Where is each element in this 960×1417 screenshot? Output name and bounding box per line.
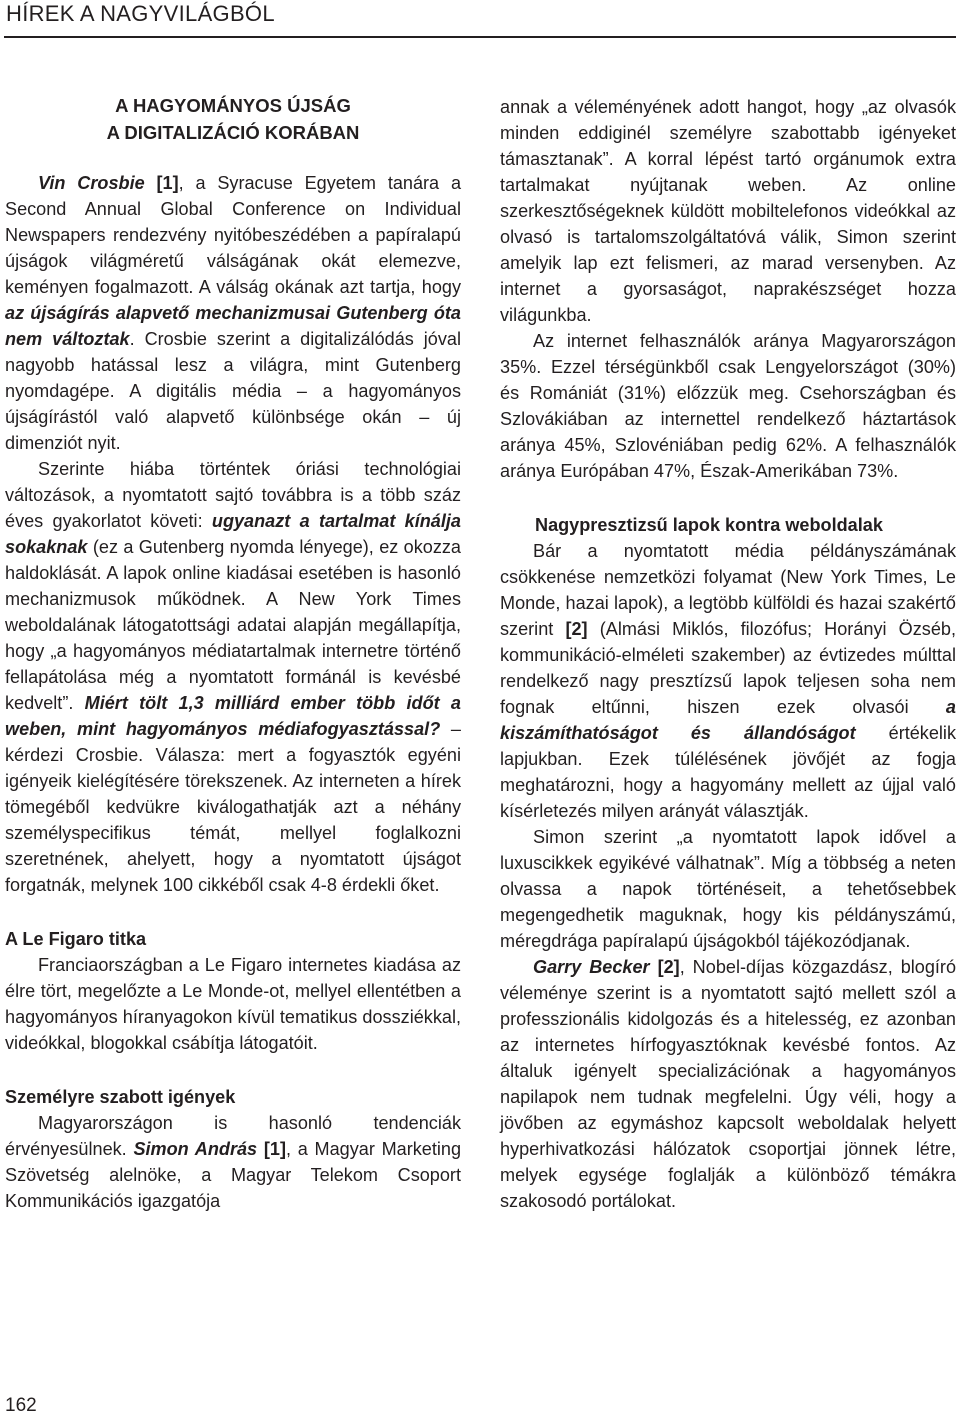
paragraph-text: (ez a Gutenberg nyomda lényege), ez okozza haldoklását. A lapok online kiadásai esetében is hasonló mechanizmusok működnek. A New York Times weboldalának látogatottsági adatai alapján megállapítja, hogy „a hagyományos médiatartalmak internetre történő fellapátolása még a nyomtatott formánál is kevésbé kedvelt”. (5, 537, 461, 713)
paragraph-text: Magyarországon is hasonló tendenciák érvényesülnek. (5, 1113, 461, 1159)
section-heading-prestige: Nagypresztizsű lapok kontra weboldalak (535, 515, 883, 535)
header-divider (4, 36, 956, 38)
article-title-line1: A HAGYOMÁNYOS ÚJSÁG (115, 95, 351, 116)
paragraph-text: (Almási Miklós, filozófus; Horányi Özséb, kommunikáció-elméleti szakember) az évtizedes múlttal rendelkező nagy presztízsű lapok teljesen soha nem fognak eltűnni, hiszen ezek olvasói (500, 619, 956, 717)
question-text: Miért tölt 1,3 milliárd ember több időt a weben, mint hagyományos médiafogyasztással? (5, 693, 461, 739)
becker-paragraph (500, 954, 956, 1214)
paragraph-text-continued: , a Magyar Marketing Szövetség alelnöke, a Magyar Telekom Csoport Kommunikációs igazgatója (5, 1139, 462, 1211)
luxury-paragraph: Simon szerint „a nyomtatott lapok idővel a luxuscikkek egyikévé válhatnak”. Míg a többség a neten olvassa a napok történéseit, a tehetősebbek megengedhetik maguknak, hogy kis példányszámú, méregdrága papíralapú újságokból tájékozódjanak. (500, 827, 956, 951)
person-name: Simon András (133, 1139, 258, 1159)
paragraph-text: , Nobel-díjas közgazdász, blogíró véleménye szerint is a nyomtatott sajtó mellett szól a professzionális kidolgozás és a hitelesség, ez azonban az internetes hírfogyasztóknak kevésbé fontos. Az általuk igényelt specializációnak a hagyományos napilapok nem tudnak megfelelni. Úgy véli, hogy a jövőben az egymáshoz kapcsolt weboldalak helyett hyperhivatkozási hálózatok csoportjai jönnek létre, melyek egysége foglalják a különböző témákra szakosodó portálokat. (500, 957, 957, 1211)
section-heading-le-figaro: A Le Figaro titka (5, 929, 147, 949)
paragraph-text: , a Syracuse Egyetem tanára a Second Annual Global Conference on Individual Newspapers rendezvény nyitóbeszédében a papíralapú újságok világméretű válságának okát elemezve, keményen fogalmazott. A válság okának azt tartja, hogy (5, 173, 462, 297)
reference-mark: [2] (565, 619, 588, 639)
stats-paragraph: Az internet felhasználók aránya Magyarországon 35%. Ezzel térségünkből csak Lengyelországot (30%) és Romániát (31%) előzzük meg. Csehországban és Szlovákiában az internettel rendelkező háztartások aránya 45%, Szlovéniában pedig 62%. A felhasználók aránya Európában 47%, Észak-Amerikában 73%. (500, 331, 956, 481)
reference-mark: [1] (263, 1139, 286, 1159)
body-paragraph (5, 456, 461, 898)
right-column (500, 94, 956, 1214)
article-title (5, 92, 461, 146)
paragraph-text: . Crosbie szerint a digitalizálódás jóval nagyobb hatással lesz a világra, mint Gutenberg nyomdagépe. A digitális média – a hagyományos újságírástól való alapvető különbsége okán – új dimenziót nyit. (5, 329, 461, 453)
personalized-paragraph-end: annak a véleményének adott hangot, hogy „az olvasók minden eddiginél személyre szabottabb igényeket támasztanak”. A korral lépést tartó orgánumok extra tartalmakat nyújtanak weben. Az online szerkesztőségeknek küldött mobiltelefonos videókkal az olvasó is tartalomszolgáltatóvá válik, Simon szerint amelyik lap ezt felismeri, az marad versenyben. Az internet a gyorsaságot, naprakészséget hozza világunkba. (500, 97, 956, 325)
paragraph-text: – kérdezi Crosbie. Válasza: mert a fogyasztók egyéni igényeik kielégítésére törekszenek. Az interneten a hírek tömegéből kedvükre kiválogathatják azt a néhány személyspecifikus témát, mellyel foglalkozni szeretnének, ahelyett, hogy a nyomtatott újságot forgatnák, melynek 100 cikkéből csak 4-8 érdekli őket. (5, 719, 461, 895)
paragraph-text: Szerinte hiába történtek óriási technológiai változások, a nyomtatott sajtó továbbra is a több száz éves gyakorlatot követi: (5, 459, 461, 531)
reference-mark: [2] (657, 957, 680, 977)
section-title: HÍREK A NAGYVILÁGBÓL (6, 1, 275, 26)
emphasis-text: ugyanazt a tartalmat kínálja sokaknak (5, 511, 461, 557)
person-name: Vin Crosbie (38, 173, 145, 193)
article-title-line2: A DIGITALIZÁCIÓ KORÁBAN (106, 122, 360, 143)
left-column (5, 92, 461, 1214)
person-name: Garry Becker (533, 957, 650, 977)
section-header (6, 0, 275, 28)
personalized-paragraph-start (5, 1110, 461, 1214)
emphasis-text: az újságírás alapvető mechanizmusai Gutenberg óta nem változtak (5, 303, 461, 349)
intro-paragraph (5, 170, 461, 456)
reference-mark: [1] (156, 173, 179, 193)
page-number: 162 (5, 1395, 37, 1416)
section-heading-personalized: Személyre szabott igények (5, 1087, 236, 1107)
emphasis-text: a kiszámíthatóságot és állandóságot (500, 697, 956, 743)
paragraph-text: Bár a nyomtatott média példányszámának csökkenése nemzetközi folyamat (New York Times, Le Monde, hazai lapok), a legtöbb külföldi és hazai szakértő szerint (500, 541, 956, 639)
le-figaro-paragraph: Franciaországban a Le Figaro internetes kiadása az élre tört, megelőzte a Le Monde-ot, mellyel ellentétben a hagyományos híranyagokon kívül tematikus dossziékkal, videókkal, blogokkal csábítja látogatóit. (5, 955, 461, 1053)
paragraph-text: értékelik lapjukban. Ezek túlélésének jövőjét az fogja meghatározni, hogy a hagyomány mellett az újjal való kísérletezés milyen arányát választják. (500, 723, 957, 821)
prestige-paragraph (500, 538, 956, 824)
